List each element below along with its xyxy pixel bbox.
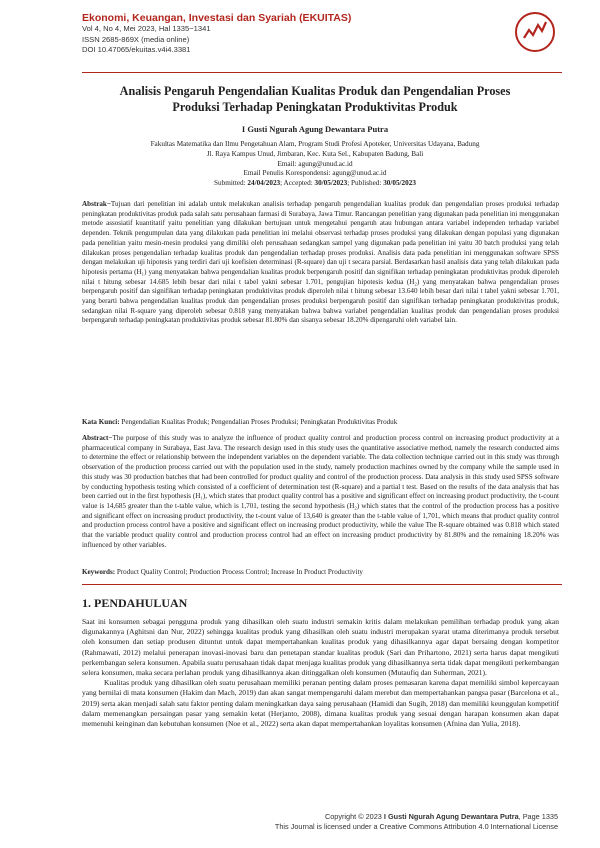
kata-kunci <box>82 418 559 428</box>
published-label: ; Published: <box>347 179 384 188</box>
submitted-label: Submitted: <box>214 179 248 188</box>
ekuitas-logo-icon <box>515 12 555 52</box>
published-date: 30/05/2023 <box>383 179 416 188</box>
paper-title: Analisis Pengaruh Pengendalian Kualitas Produk dan Pengendalian Proses Produksi Terhadap Peningkatan Produktivitas Produk <box>119 84 511 114</box>
journal-header <box>82 12 522 56</box>
abstract <box>82 434 559 550</box>
keywords-text: Product Quality Control; Production Process Control; Increase In Product Productivity <box>116 568 363 576</box>
affiliation-line-1: Fakultas Matematika dan Ilmu Pengetahuan Alam, Program Studi Profesi Apoteker, Universitas Udayana, Badung <box>150 140 480 148</box>
submitted-date: 24/04/2023 <box>247 179 281 188</box>
paragraph-1: Saat ini konsumen sebagai pengguna produk yang dihasilkan oleh suatu industri semakin kritis dalam melakukan pemilihan terhadap produk yang akan digunakannya (Aghitsni dan Nur, 2022) sehingga kualitas produk yang dihasilkan oleh suatu industri merupakan syarat utama diterimanya produk tersebut oleh konsumen dan setiap produsen dituntut untuk dapat mempertahankan kualitas produk yang dihasilkannya agar dapat bersaing dengan kompetitor (Rahmawati, 2012) melalui penerapan inovasi-inovasi baru dan penetapan standar kualitas produk (Sari dan Prihartono, 2021) serta harus dapat mengikuti perkembangan selera konsumen. Apabila suatu perusahaan tidak dapat menjaga kualitas produk yang dihasilkannya serta tidak dapat mengikuti perkembangan selera konsumen, maka secara perlahan produk yang dihasilkannya akan ditinggalkan oleh konsumen (Mutaufiq dan Suherman, 2021). <box>82 617 559 678</box>
section-rule <box>82 584 562 585</box>
copyright-prefix: Copyright © 2023 <box>324 812 384 821</box>
kata-kunci-label: Kata Kunci: <box>82 418 122 426</box>
affiliation-line-2: Jl. Raya Kampus Unud, Jimbaran, Kec. Kuta Sel., Kabupaten Badung, Bali <box>206 149 424 158</box>
section-body <box>82 617 559 729</box>
header-rule <box>82 72 562 73</box>
journal-name: Ekonomi, Keuangan, Investasi dan Syariah (EKUITAS) <box>82 12 352 24</box>
copyright-line <box>275 812 558 822</box>
abstrak-label: Abstrak− <box>82 200 111 208</box>
copyright-author: I Gusti Ngurah Agung Dewantara Putra <box>383 812 519 821</box>
page-number: , Page 1335 <box>518 812 558 821</box>
author-name: I Gusti Ngurah Agung Dewantara Putra <box>241 124 389 134</box>
volume-info: Vol 4, No 4, Mei 2023, Hal 1335−1341 <box>82 24 211 33</box>
section-heading: 1. PENDAHULUAN <box>82 596 188 610</box>
doi: DOI 10.47065/ekuitas.v4i4.3381 <box>82 45 191 54</box>
corresponding-email: Email Penulis Korespondensi: agung@unud.ac.id <box>243 169 387 178</box>
paragraph-2: Kualitas produk yang dihasilkan oleh suatu perusahaan memiliki peranan penting dalam proses pemasaran karena dapat memiliki simbol kepercayaan yang bernilai di mata konsumen (Hakim dan Mach, 2019) dan akan sangat mempengaruhi dalam merebut dan mempertahankan pangsa pasar (Barcelona et al., 2019) serta akan menjadi salah satu faktor penting dalam meningkatkan daya saing perusahaan (Hamidi dan Sugih, 2018) dan memiliki keunggulan kompetitif dalam memenangkan persaingan pasar yang semakin ketat (Herjanto, 2008), dimana kualitas produk yang sesuai dengan harapan konsumen akan dapat memenuhi keinginan dan kebutuhan konsumen (Noe et al., 2022) serta akan dapat mempertahankan loyalitas konsumen (Afnina dan Yulia, 2018). <box>82 678 559 729</box>
accepted-label: ; Accepted: <box>280 179 315 188</box>
submission-dates <box>100 179 530 189</box>
kata-kunci-text: Pengendalian Kualitas Produk; Pengendalian Proses Produksi; Peningkatan Produktivitas Produk <box>121 418 398 426</box>
keywords <box>82 568 559 578</box>
keywords-label: Keywords: <box>82 568 117 576</box>
abstract-label: Abstract− <box>82 434 113 442</box>
license-line: This Journal is licensed under a Creative Commons Attribution 4.0 International License <box>274 822 558 831</box>
accepted-date: 30/05/2023 <box>314 179 348 188</box>
page-footer <box>275 812 558 832</box>
abstrak <box>82 200 559 326</box>
abstract-text: The purpose of this study was to analyze the influence of product quality control and production process control on increasing product productivity at a pharmaceutical company in Surabaya, East Java. The research design used in this study uses the quantitative associative method, namely the research conducted aims to determine the effect or relationship between the independent variables on the dependent variable. The data collection technique carried out in this study was through observation of the production process carried out with the population used in the study, namely production machines owned by the company while the sample used in this study was 30 production batches that had been controlled for product quality and control of the production process. Data analysis in this study used SPSS software by conducting hypothesis testing which consisted of a coefficient of determination test (R-square) and a partial t test. Based on the results of the data analysis that has been carried out in the first hypothesis (H₁), which states that product quality control has a positive and significant effect on increasing product productivity, the t-count value is 14,685 greater than the t-table value, which is 1,701, testing the second hypothesis (H₂) which states that the control of the production process has a positive and significant effect on increasing product productivity, the t-count value of 13,640 is greater than the t-table value of 1,701, which means that product quality control and production process control have a positive and significant effect on increasing product productivity, while the value The R-square obtained was 0.818 which stated that the variable product quality control and production process control had an effect on increasing product productivity by 81.80% and the remaining 18.20% was influenced by other variables. <box>82 434 559 549</box>
affiliation <box>100 140 530 189</box>
author-email: Email: agung@unud.ac.id <box>277 159 353 168</box>
abstrak-text: Tujuan dari penelitian ini adalah untuk melakukan analisis terhadap pengaruh pengendalian kualitas produk dan pengendalian proses produksi terhadap peningkatan produktivitas produk pada salah satu perusahaan farmasi di Surabaya, Jawa Timur. Rancangan penelitian yang digunakan pada penelitian ini menggunakan metode assosiatif kuantitatif yaitu penelitian yang dilakukan bertujuan untuk mengetahui pengaruh atau hubungan antara variabel independen terhadap variabel dependen. Teknik pengumpulan data yang dilakukan pada penelitian ini melalui observasi terhadap proses produksi yang dilakukan dengan populasi yang digunakan pada penelitian yaitu mesin-mesin produksi yang dimiliki oleh perusahaan sedangkan sampel yang digunakan pada penelitian ini yaitu 30 batch produksi yang telah dilakukan proses pengendalian terhadap kualitas produk dan pengendalian terhadap proses produksi. Analisis data pada penelitian ini menggunakan software SPSS dengan melakukan uji hipotesis yang terdiri dari uji koefisien determinasi (R-square) dan uji t secara parsial. Berdasarkan hasil analisis data yang telah dilakukan pada hipotesis pertama (H₁) yang menyatakan bahwa pengendalian kualitas produk berpengaruh positif dan signifikan terhadap peningkatan produktivitas produk diperoleh nilai t hitung sebesar 14.685 lebih besar dari nilai t tabel yakni sebesar 1.701, pengujian hipotesis kedua (H₂) yang menyatakan bahwa pengendalian proses berpengaruh positif dan signifikan terhadap peningkatan produktivitas produk diperoleh nilai t hitung sebesar 13.640 lebih besar dari nilai t tabel yakni sebesar 1.701, yang berarti bahwa pengendalian kualitas produk dan pengendalian proses produksi berpengaruh positif dan signifikan terhadap peningkatan produktivitas produk, sedangkan nilai R-square yang diperoleh sebesar 0.818 yang menyatakan bahwa bahwa variabel pengendalian kualitas produk dan pengendalian proses produksi berpengaruh terhadap peningkatan produktivitas produk sebesar 81.80% dan sisanya sebesar 18.20% dipengaruhi oleh variabel lain. <box>82 200 559 325</box>
issn: ISSN 2685-869X (media online) <box>82 34 190 44</box>
